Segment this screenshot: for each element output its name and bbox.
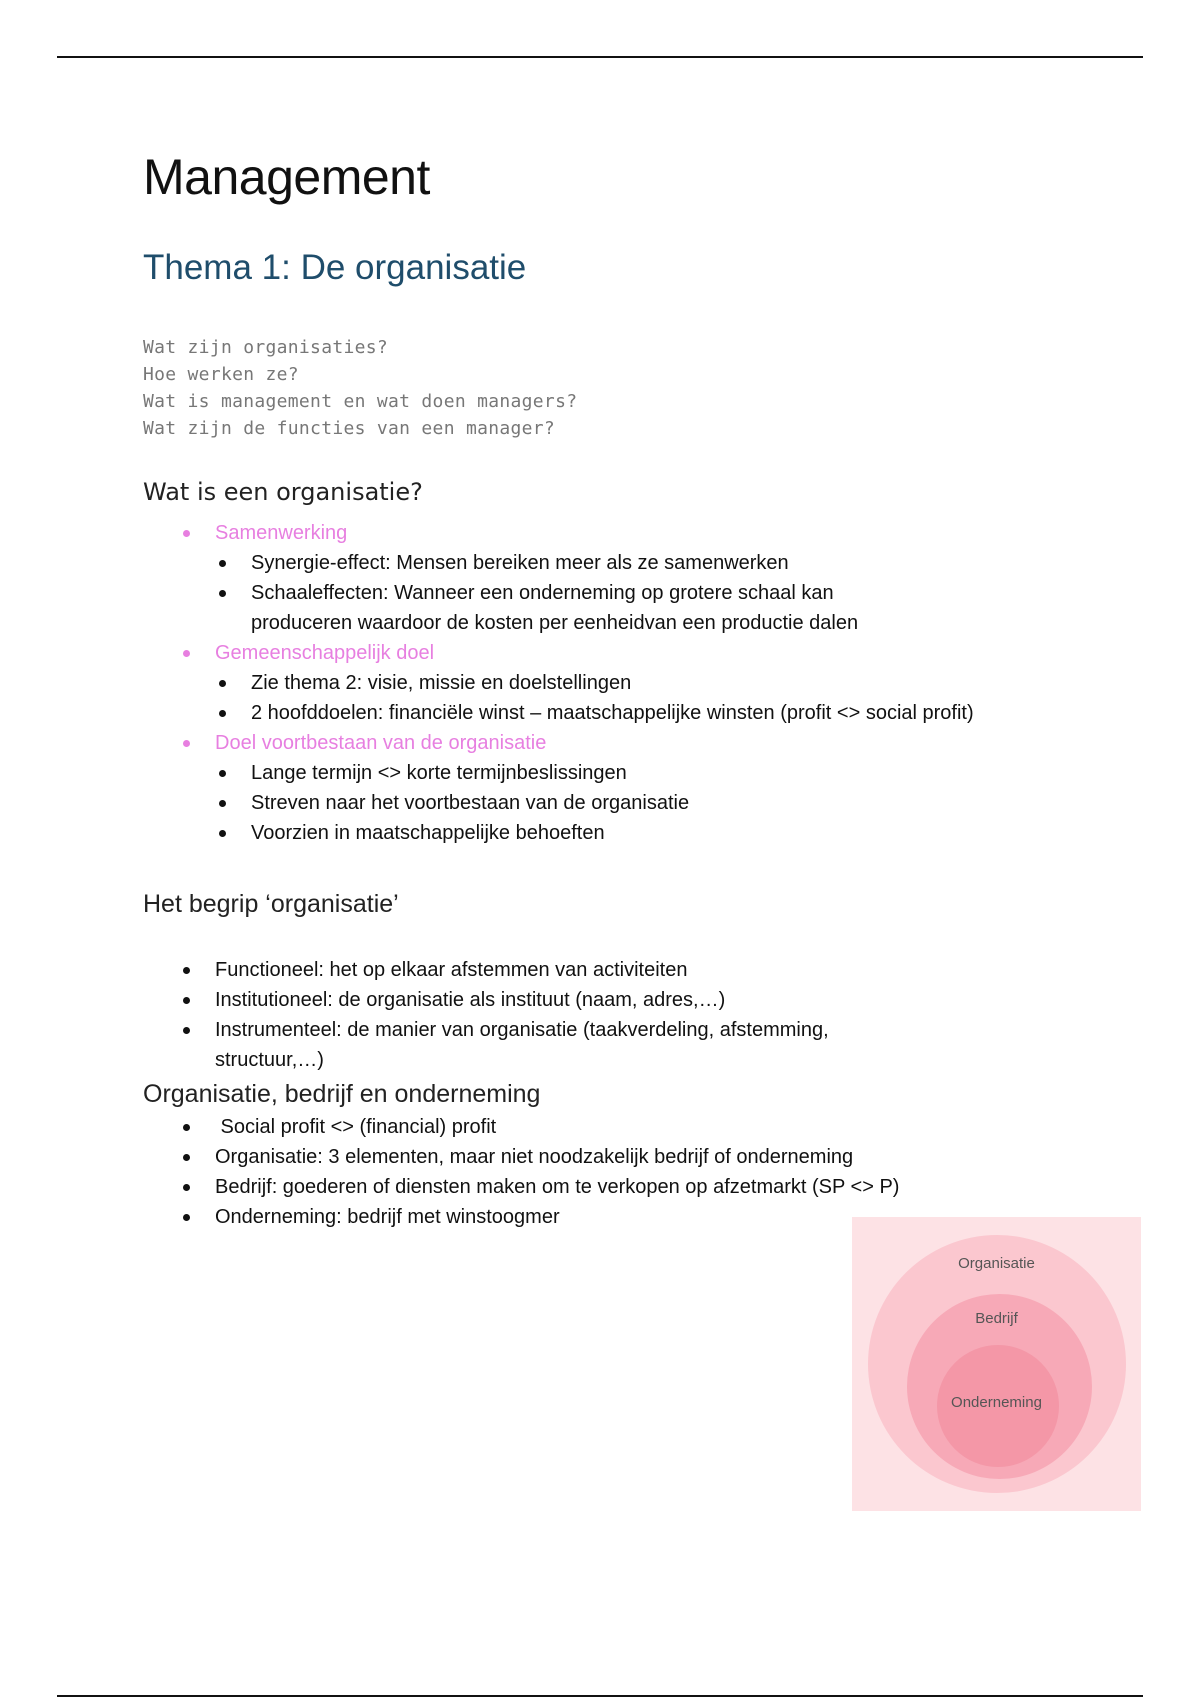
- label-onderneming: Onderneming: [951, 1394, 1042, 1411]
- section3-list: [143, 1112, 1043, 1232]
- list-item: Bedrijf: goederen of diensten maken om te verkopen op afzetmarkt (SP <> P): [143, 1172, 1043, 1202]
- label-organisatie: Organisatie: [958, 1255, 1035, 1272]
- section-heading-organisatie-bedrijf-onderneming: Organisatie, bedrijf en onderneming: [143, 1080, 541, 1108]
- list-item-doel-voortbestaan: [143, 728, 1043, 758]
- question-item: Hoe werken ze?: [143, 364, 299, 385]
- label-bedrijf: Bedrijf: [975, 1310, 1018, 1327]
- list-item: Onderneming: bedrijf met winstoogmer: [143, 1202, 1043, 1232]
- section1-list: [143, 518, 1043, 848]
- document-title: Management: [143, 149, 430, 205]
- list-item: Synergie-effect: Mensen bereiken meer als ze samenwerken: [143, 548, 1043, 578]
- list-item: Lange termijn <> korte termijnbeslissingen: [143, 758, 1043, 788]
- list-item-gemeenschappelijk-doel: [143, 638, 1043, 668]
- question-item: Wat zijn organisaties?: [143, 337, 389, 358]
- group-label: Gemeenschappelijk doel: [215, 642, 435, 664]
- top-rule: [57, 56, 1143, 58]
- list-item: Streven naar het voortbestaan van de organisatie: [143, 788, 1043, 818]
- group-label: Doel voortbestaan van de organisatie: [215, 732, 547, 754]
- group-label: Samenwerking: [215, 522, 348, 544]
- bottom-rule: [57, 1695, 1143, 1697]
- nested-circles-diagram: [852, 1217, 1141, 1511]
- question-item: Wat is management en wat doen managers?: [143, 391, 578, 412]
- list-item: Schaaleffecten: Wanneer een onderneming op grotere schaal kan produceren waardoor de kosten per eenheidvan een productie dalen: [143, 578, 881, 638]
- list-item: Organisatie: 3 elementen, maar niet noodzakelijk bedrijf of onderneming: [143, 1142, 1043, 1172]
- section-heading-begrip-organisatie: Het begrip ‘organisatie’: [143, 890, 399, 918]
- list-item-samenwerking: [143, 518, 1043, 548]
- question-list: [143, 334, 577, 442]
- list-item: Functioneel: het op elkaar afstemmen van activiteiten: [143, 955, 1043, 985]
- list-item: Institutioneel: de organisatie als instituut (naam, adres,…): [143, 985, 1043, 1015]
- section2-list: [143, 955, 1043, 1075]
- theme-title: Thema 1: De organisatie: [143, 248, 527, 287]
- section-heading-what-is-organisation: Wat is een organisatie?: [143, 478, 423, 506]
- list-item: 2 hoofddoelen: financiële winst – maatschappelijke winsten (profit <> social profit): [143, 698, 1031, 728]
- list-item: Social profit <> (financial) profit: [143, 1112, 1043, 1142]
- list-item: Instrumenteel: de manier van organisatie (taakverdeling, afstemming, structuur,…): [143, 1015, 855, 1075]
- list-item: Zie thema 2: visie, missie en doelstellingen: [143, 668, 1043, 698]
- question-item: Wat zijn de functies van een manager?: [143, 418, 556, 439]
- list-item: Voorzien in maatschappelijke behoeften: [143, 818, 1043, 848]
